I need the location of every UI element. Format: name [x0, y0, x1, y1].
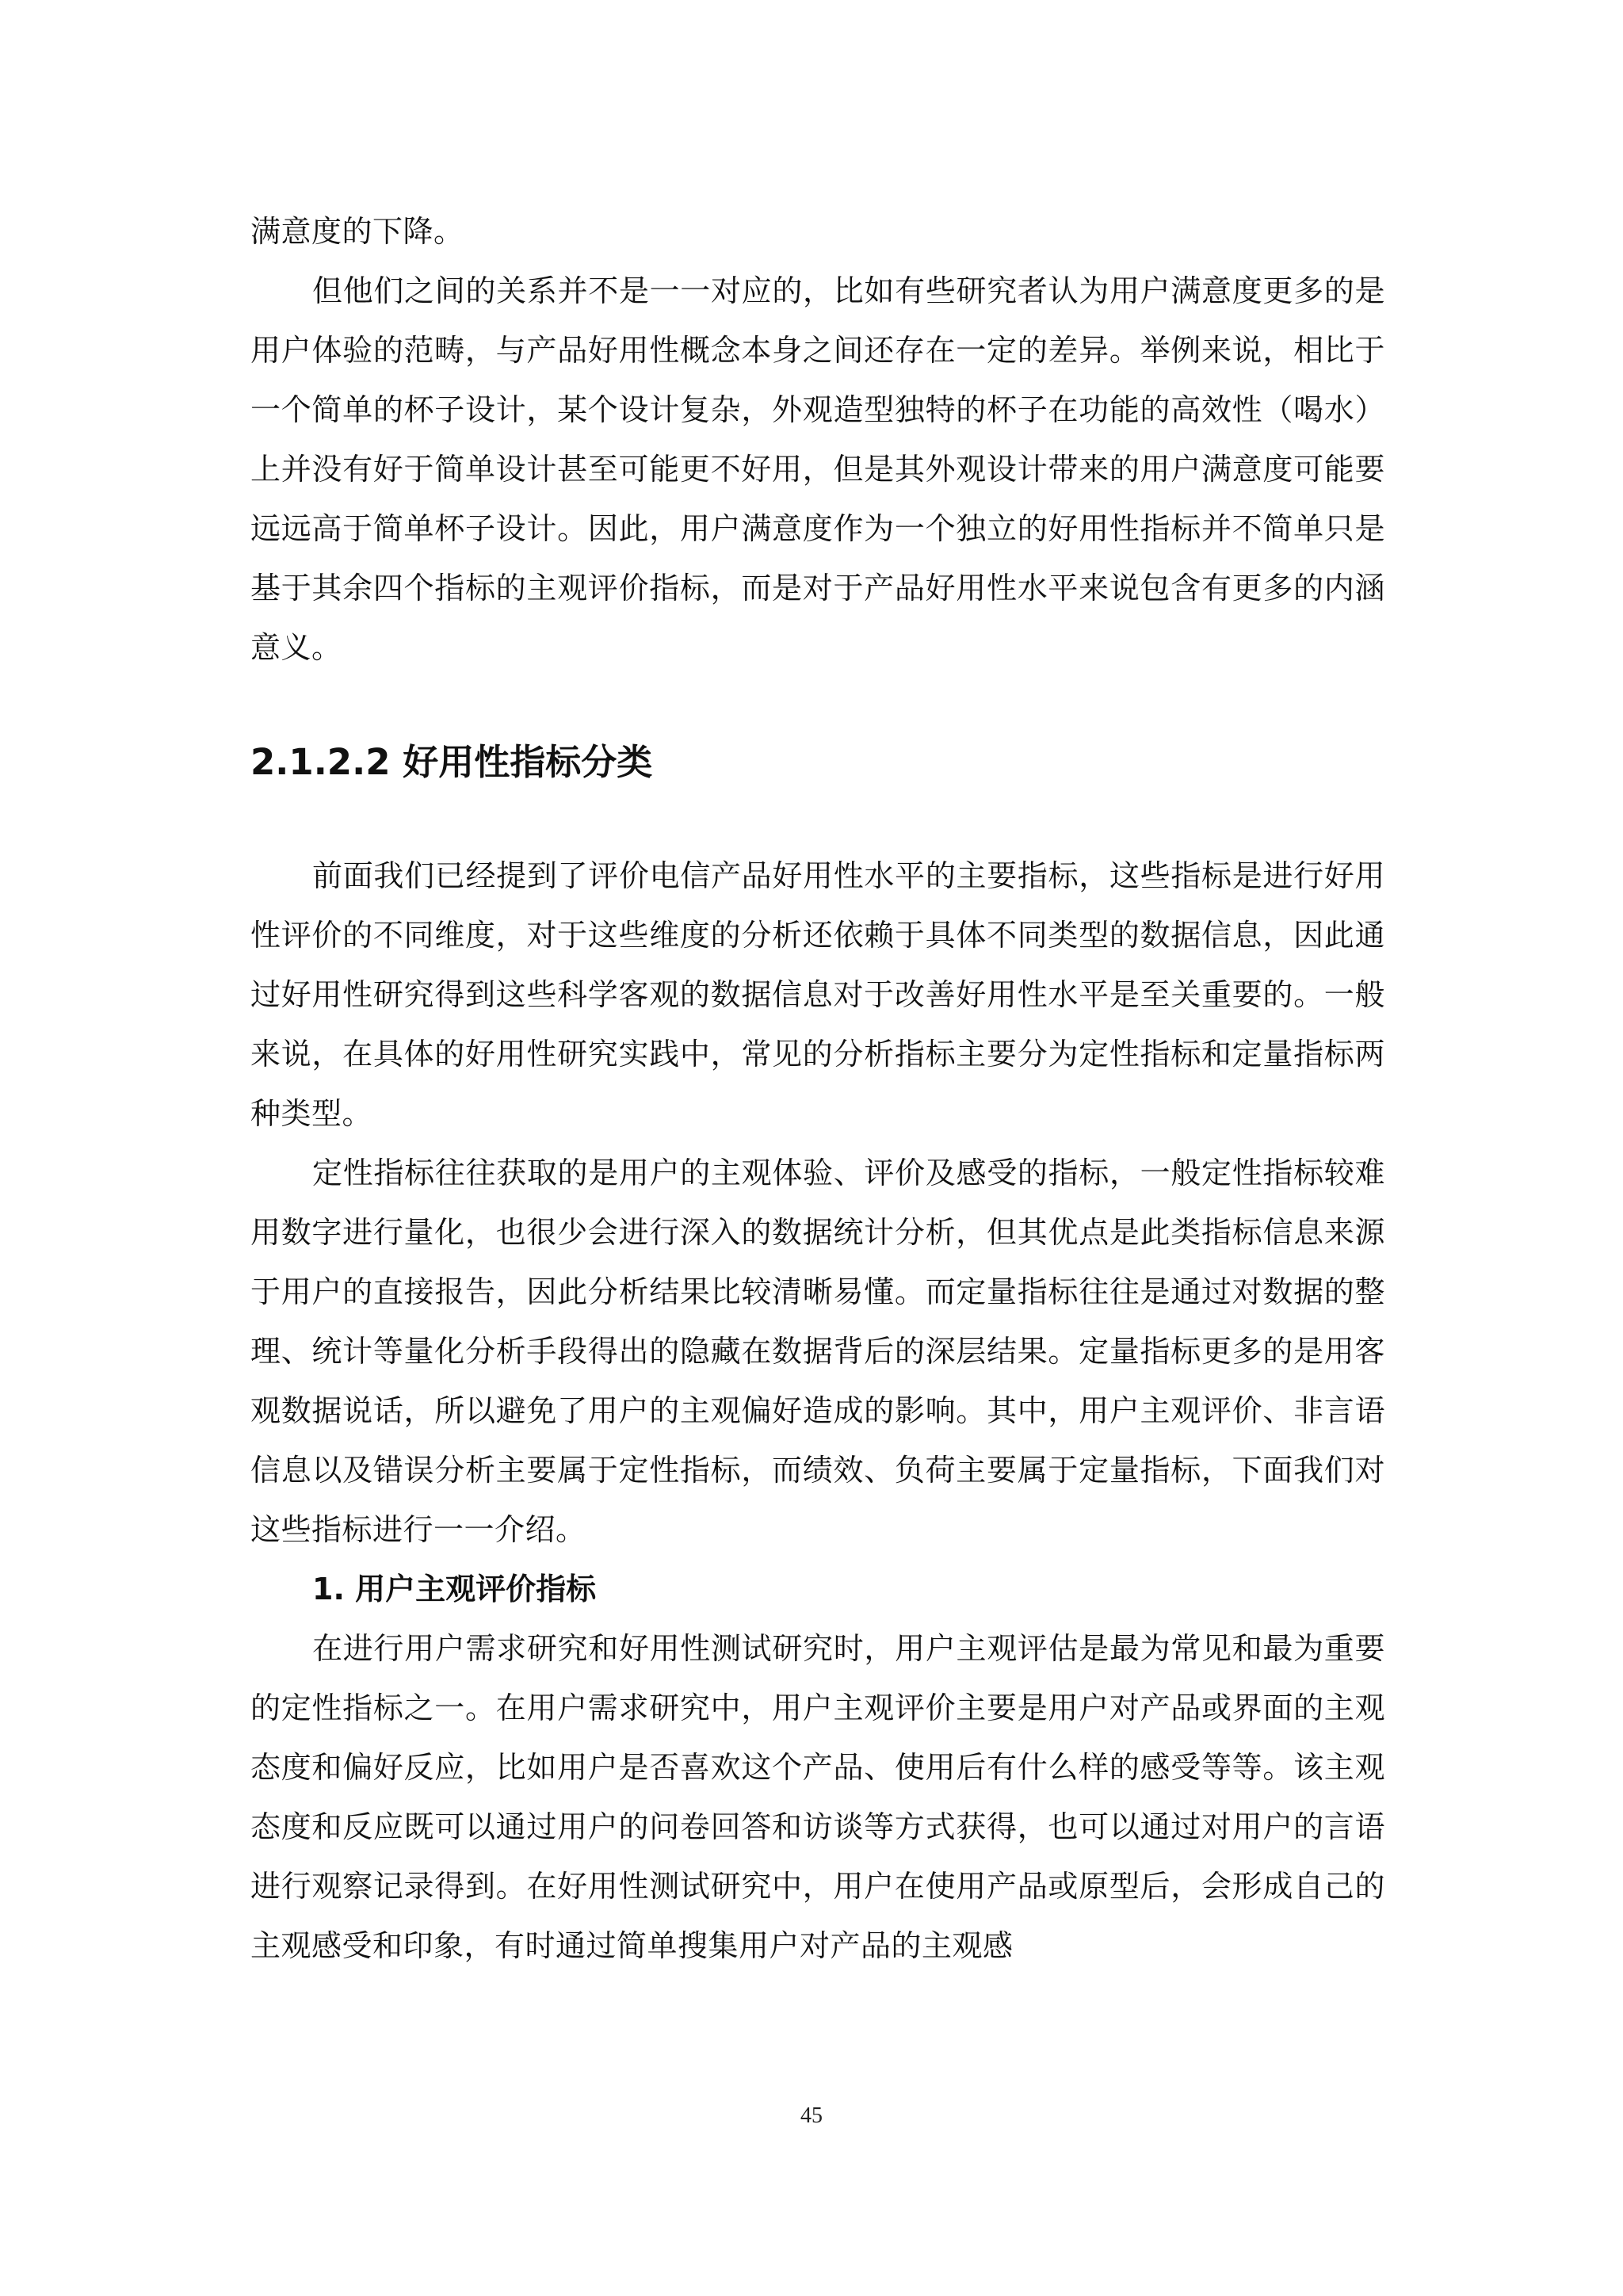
page-number: 45 — [800, 2103, 823, 2128]
paragraph-continuation: 满意度的下降。 — [250, 214, 464, 249]
page-content — [250, 202, 1385, 1976]
section-heading: 2.1.2.2 好用性指标分类 — [250, 741, 653, 783]
paragraph-satisfaction-relationship: 但他们之间的关系并不是一一对应的，比如有些研究者认为用户满意度更多的是用户体验的范畴，与产品好用性概念本身之间还存在一定的差异。举例来说，相比于一个简单的杯子设计，某个设计复杂，外观造型独特的杯子在功能的高效性（喝水）上并没有好于简单设计甚至可能更不好用，但是其外观设计带来的用户满意度可能要远远高于简单杯子设计。因此，用户满意度作为一个独立的好用性指标并不简单只是基于其余四个指标的主观评价指标，而是对于产品好用性水平来说包含有更多的内涵意义。 — [250, 273, 1385, 665]
paragraph-indicator-dimensions: 前面我们已经提到了评价电信产品好用性水平的主要指标，这些指标是进行好用性评价的不同维度，对于这些维度的分析还依赖于具体不同类型的数据信息，因此通过好用性研究得到这些科学客观的数据信息对于改善好用性水平是至关重要的。一般来说，在具体的好用性研究实践中，常见的分析指标主要分为定性指标和定量指标两种类型。 — [250, 858, 1385, 1131]
paragraph-qualitative-quantitative: 定性指标往往获取的是用户的主观体验、评价及感受的指标，一般定性指标较难用数字进行量化，也很少会进行深入的数据统计分析，但其优点是此类指标信息来源于用户的直接报告，因此分析结果比较清晰易懂。而定量指标往往是通过对数据的整理、统计等量化分析手段得出的隐藏在数据背后的深层结果。定量指标更多的是用客观数据说话，所以避免了用户的主观偏好造成的影响。其中，用户主观评价、非言语信息以及错误分析主要属于定性指标，而绩效、负荷主要属于定量指标，下面我们对这些指标进行一一介绍。 — [250, 1156, 1385, 1547]
paragraph-subjective-evaluation: 在进行用户需求研究和好用性测试研究时，用户主观评估是最为常见和最为重要的定性指标之一。在用户需求研究中，用户主观评价主要是用户对产品或界面的主观态度和偏好反应，比如用户是否喜欢这个产品、使用后有什么样的感受等等。该主观态度和反应既可以通过用户的问卷回答和访谈等方式获得，也可以通过对用户的言语进行观察记录得到。在好用性测试研究中，用户在使用产品或原型后，会形成自己的主观感受和印象，有时通过简单搜集用户对产品的主观感 — [250, 1631, 1385, 1963]
list-item-subjective-evaluation: 1. 用户主观评价指标 — [312, 1572, 597, 1606]
